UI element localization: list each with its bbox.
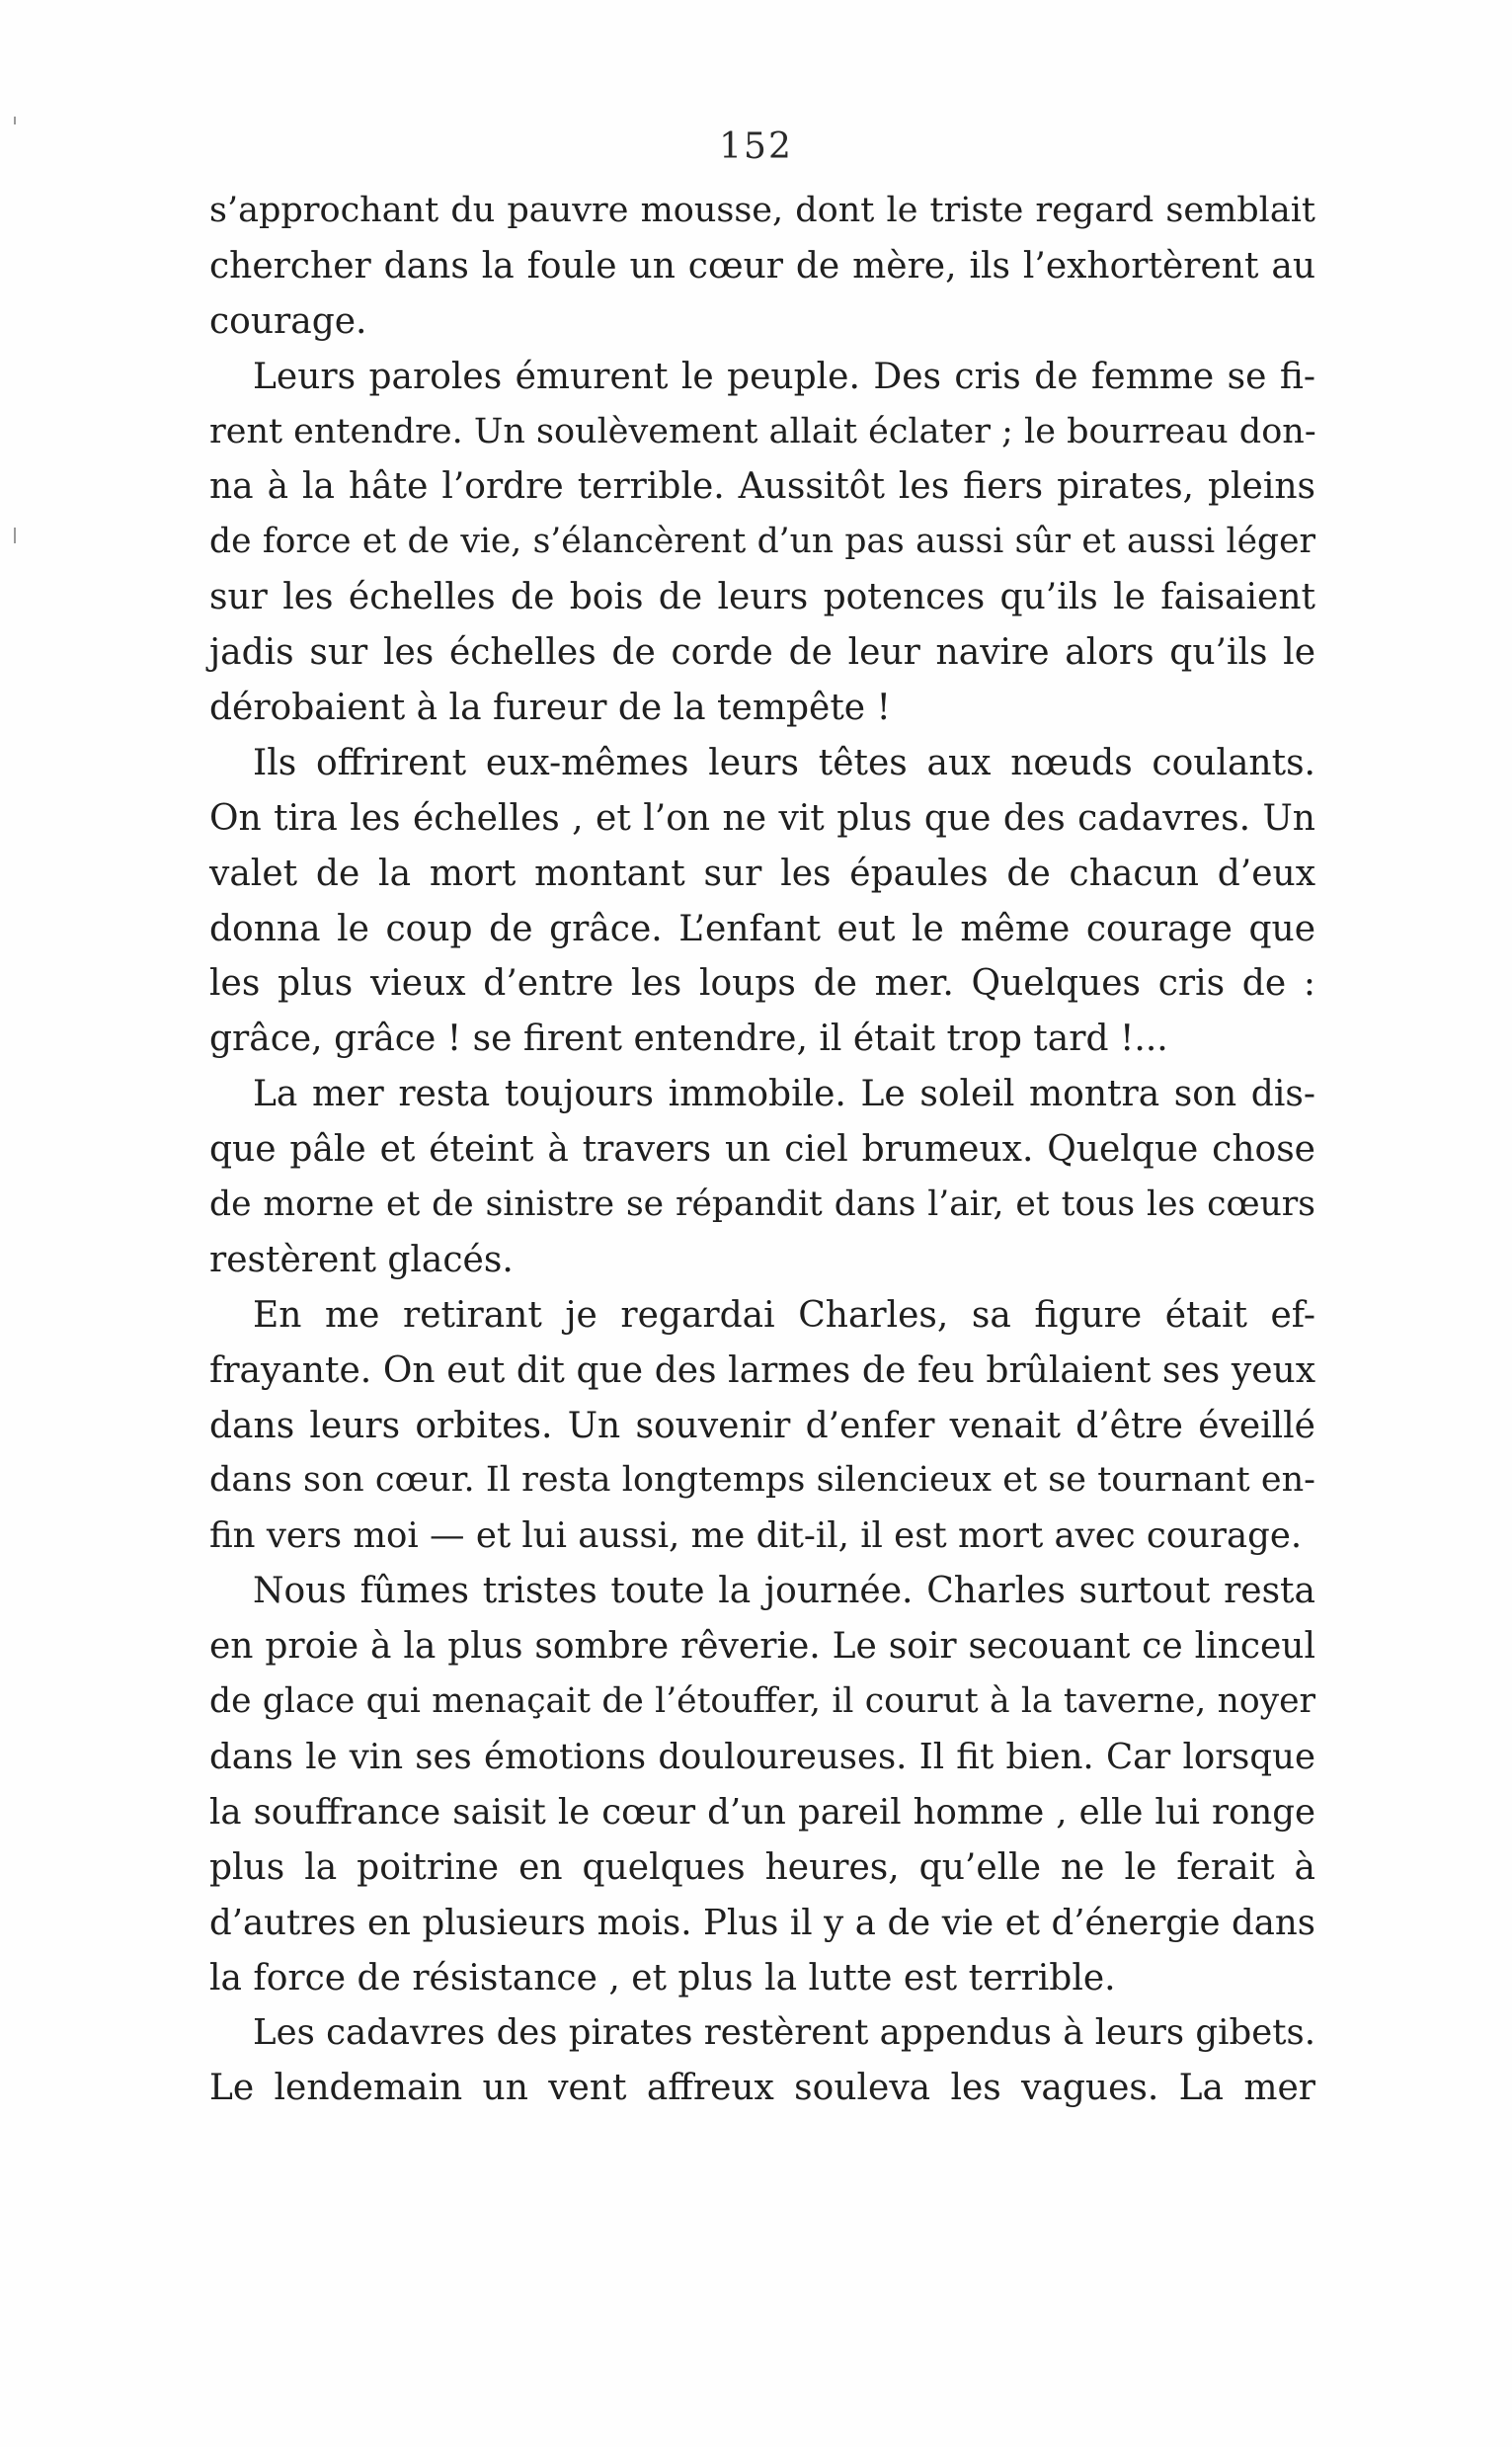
text-line: les plus vieux d’entre les loups de mer. Quelques cris de : (209, 963, 1315, 1005)
text-line: restèrent glacés. (209, 1239, 514, 1280)
text-line: Ils offrirent eux-mêmes leurs têtes aux nœuds coulants. (253, 742, 1315, 783)
text-line: valet de la mort montant sur les épaules de chacun d’eux (209, 853, 1315, 894)
text-line: en proie à la plus sombre rêverie. Le soir secouant ce linceul (209, 1626, 1315, 1668)
text-line: que pâle et éteint à travers un ciel brumeux. Quelque chose (209, 1129, 1315, 1171)
text-line: la souffrance saisit le cœur d’un pareil homme , elle lui ronge (209, 1791, 1315, 1833)
text-line: chercher dans la foule un cœur de mère, ils l’exhortèrent au (209, 245, 1315, 286)
text-line: sur les échelles de bois de leurs potences qu’ils le faisaient (209, 577, 1315, 618)
body-text (209, 184, 1315, 2116)
margin-mark (14, 117, 16, 124)
text-line: la force de résistance , et plus la lutte est terrible. (209, 1957, 1116, 1998)
text-line: grâce, grâce ! se firent entendre, il était trop tard !... (209, 1019, 1168, 1060)
text-line: Nous fûmes tristes toute la journée. Charles surtout resta (253, 1571, 1315, 1612)
text-line: donna le coup de grâce. L’enfant eut le même courage que (209, 908, 1315, 949)
margin-mark (14, 528, 16, 543)
text-line: d’autres en plusieurs mois. Plus il y a de vie et d’énergie dans (209, 1902, 1315, 1943)
text-line: de glace qui menaçait de l’étouffer, il courut à la taverne, noyer (209, 1681, 1315, 1722)
text-line: de morne et de sinistre se répandit dans l’air, et tous les cœurs (209, 1184, 1315, 1225)
text-line: courage. (209, 300, 367, 342)
text-line: na à la hâte l’ordre terrible. Aussitôt les fiers pirates, pleins (209, 466, 1315, 508)
text-line: Leurs paroles émurent le peuple. Des cris de femme se fi- (253, 356, 1315, 397)
page-number: 152 (719, 126, 793, 167)
text-line: s’approchant du pauvre mousse, dont le triste regard semblait (209, 191, 1315, 230)
text-line: Les cadavres des pirates restèrent appendus à leurs gibets. (253, 2012, 1315, 2054)
text-line: dans le vin ses émotions douloureuses. Il fit bien. Car lorsque (209, 1736, 1315, 1777)
text-line: plus la poitrine en quelques heures, qu’elle ne le ferait à (209, 1846, 1315, 1888)
text-line: La mer resta toujours immobile. Le soleil montra son dis- (253, 1074, 1315, 1115)
text-line: dans leurs orbites. Un souvenir d’enfer venait d’être éveillé (209, 1405, 1315, 1446)
text-line: fin vers moi — et lui aussi, me dit-il, il est mort avec courage. (209, 1515, 1303, 1557)
text-line: frayante. On eut dit que des larmes de feu brûlaient ses yeux (209, 1349, 1315, 1391)
text-line: On tira les échelles , et l’on ne vit plus que des cadavres. Un (209, 797, 1315, 839)
text-line: Le lendemain un vent affreux souleva les vagues. La mer (209, 2068, 1315, 2109)
text-line: En me retirant je regardai Charles, sa figure était ef- (253, 1294, 1315, 1336)
text-line: dérobaient à la fureur de la tempête ! (209, 688, 891, 729)
text-line: de force et de vie, s’élancèrent d’un pas aussi sûr et aussi léger (209, 522, 1315, 562)
text-line: dans son cœur. Il resta longtemps silencieux et se tournant en- (209, 1460, 1315, 1501)
text-line: rent entendre. Un soulèvement allait éclater ; le bourreau don- (209, 411, 1316, 451)
text-line: jadis sur les échelles de corde de leur navire alors qu’ils le (209, 632, 1315, 674)
